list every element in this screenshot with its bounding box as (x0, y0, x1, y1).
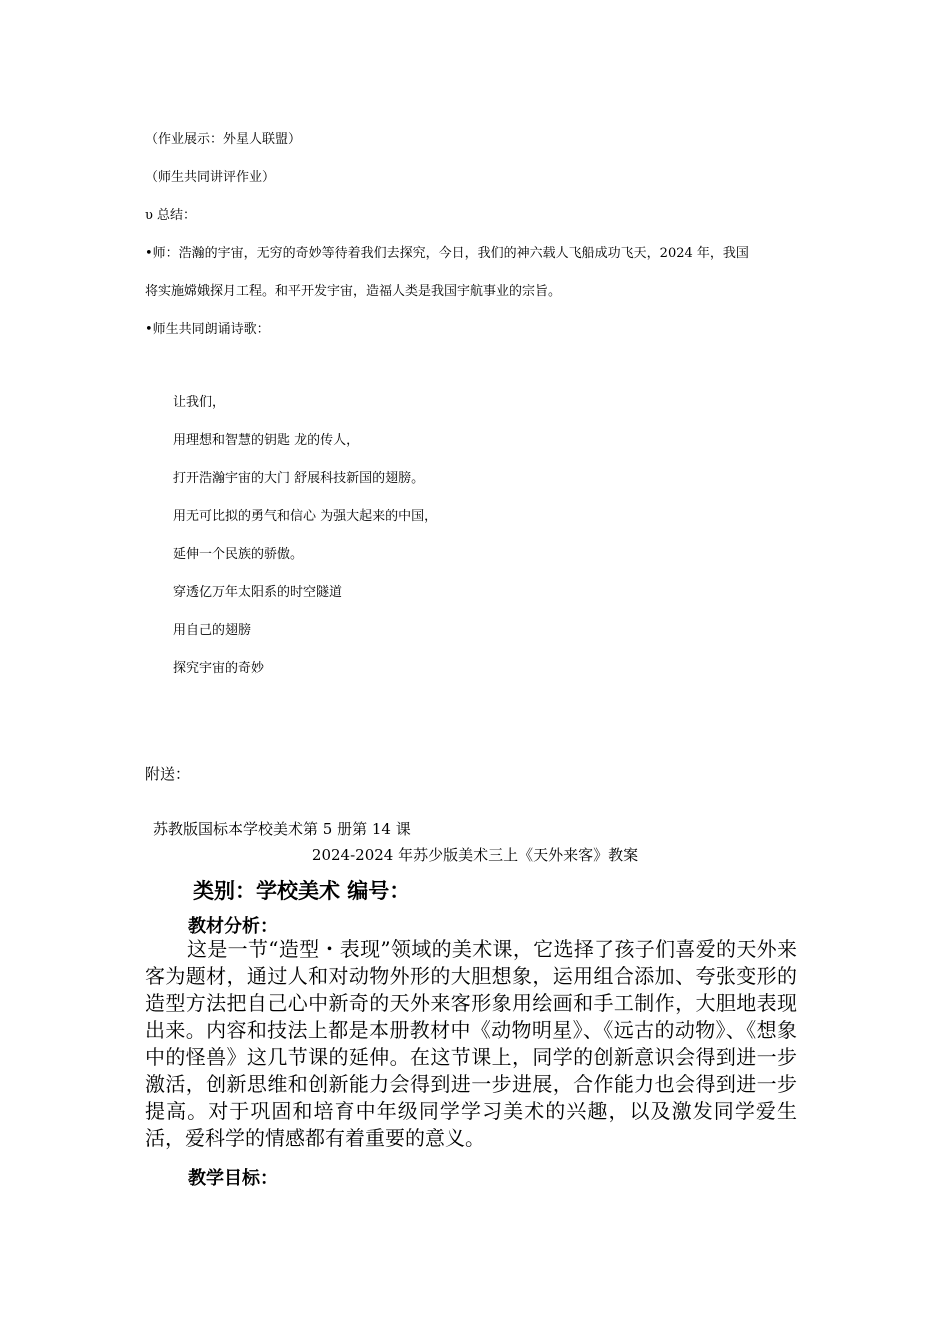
summary-label: υ 总结： (145, 208, 197, 223)
poem-line: 延伸一个民族的骄傲。 (173, 547, 304, 562)
activity-note-showcase: （作业展示：外星人联盟） (145, 132, 302, 147)
poem-line: 让我们， (173, 395, 226, 410)
analysis-heading: 教材分析： (188, 916, 278, 937)
category-line: 类别：学校美术 编号： (193, 879, 411, 903)
poem-line: 用理想和智慧的钥匙 龙的传人， (173, 433, 360, 448)
poem-line: 用自己的翅膀 (173, 623, 252, 638)
lesson-title: 2024-2024 年苏少版美术三上《天外来客》教案 (311, 846, 639, 864)
poem-line: 打开浩瀚宇宙的大门 舒展科技新国的翅膀。 (173, 471, 425, 486)
appendix-label: 附送： (145, 765, 191, 783)
poem-line: 穿透亿万年太阳系的时空隧道 (173, 585, 343, 600)
poem-line: 探究宇宙的奇妙 (173, 661, 265, 676)
course-line: 苏教版国标本学校美术第 5 册第 14 课 (153, 820, 411, 838)
poem-intro: •师生共同朗诵诗歌： (145, 322, 270, 337)
analysis-paragraph: 这是一节“造型・表现”领域的美术课，它选择了孩子们喜爱的天外来客为题材，通过人和对动物外形的大胆想象，运用组合添加、夸张变形的造型方法把自己心中新奇的天外来客形象用绘画和手工制作，大胆地表现出来。内容和技法上都是本册教材中《动物明星》、《远古的动物》、《想象中的怪兽》这几节课的延伸。在这节课上，同学的创新意识会得到进一步激活，创新思维和创新能力会得到进一步进展，合作能力也会得到进一步提高。对于巩固和培育中年级同学学习美术的兴趣，以及激发同学爱生活，爱科学的情感都有着重要的意义。 (145, 937, 797, 1150)
teacher-summary-line-2: 将实施嫦娥探月工程。和平开发宇宙，造福人类是我国宇航事业的宗旨。 (145, 284, 562, 299)
teacher-summary-line-1: •师：浩瀚的宇宙，无穷的奇妙等待着我们去探究，今日，我们的神六载人飞船成功飞天，2024 年，我国 (145, 246, 749, 261)
goals-heading: 教学目标： (188, 1168, 278, 1189)
poem-line: 用无可比拟的勇气和信心 为强大起来的中国， (173, 509, 438, 524)
activity-note-review: （师生共同讲评作业） (145, 170, 276, 185)
